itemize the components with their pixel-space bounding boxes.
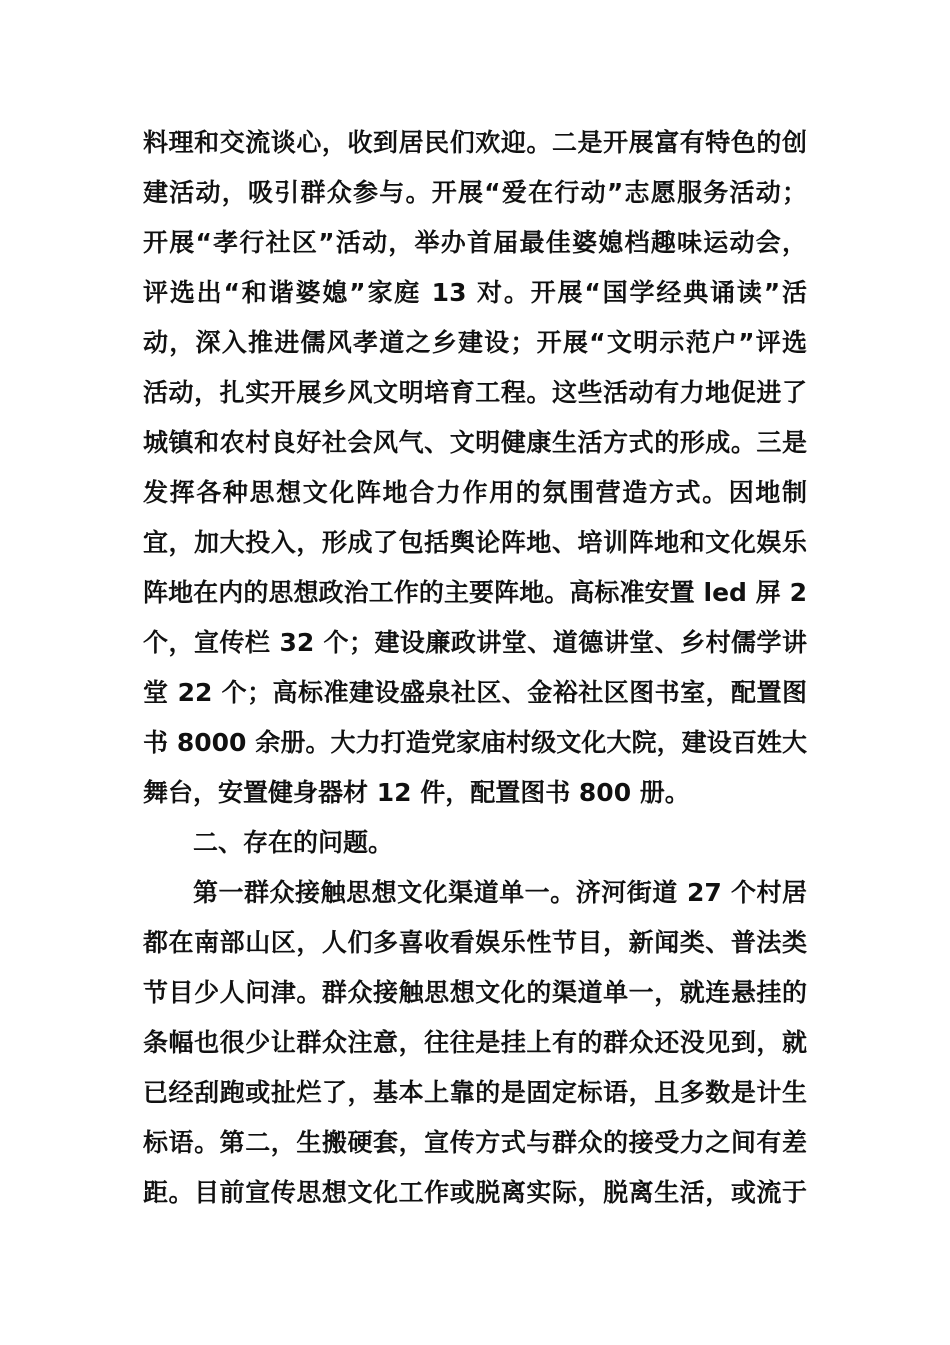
paragraph-first-line: 第一群众接触思想文化渠道单一。济河街道 27 个村居 [193, 878, 807, 907]
text-line: 建活动，吸引群众参与。开展“爱在行动”志愿服务活动； [143, 178, 807, 207]
text-line: 节目少人问津。群众接触思想文化的渠道单一，就连悬挂的 [143, 978, 807, 1007]
text-line: 堂 22 个；高标准建设盛泉社区、金裕社区图书室，配置图 [143, 678, 807, 707]
text-line: 开展“孝行社区”活动，举办首届最佳婆媳档趣味运动会， [143, 228, 807, 257]
text-line: 个，宣传栏 32 个；建设廉政讲堂、道德讲堂、乡村儒学讲 [143, 628, 807, 657]
text-line: 条幅也很少让群众注意，往往是挂上有的群众还没见到，就 [143, 1028, 807, 1057]
text-line: 活动，扎实开展乡风文明培育工程。这些活动有力地促进了 [143, 378, 807, 407]
text-line: 阵地在内的思想政治工作的主要阵地。高标准安置 led 屏 2 [143, 578, 807, 607]
document-body [143, 118, 807, 1218]
text-line: 标语。第二，生搬硬套，宣传方式与群众的接受力之间有差 [143, 1128, 807, 1157]
text-line: 已经刮跑或扯烂了，基本上靠的是固定标语，且多数是计生 [143, 1078, 807, 1107]
text-line: 宜，加大投入，形成了包括舆论阵地、培训阵地和文化娱乐 [143, 528, 807, 557]
text-line: 城镇和农村良好社会风气、文明健康生活方式的形成。三是 [143, 428, 807, 457]
text-line: 距。目前宣传思想文化工作或脱离实际，脱离生活，或流于 [143, 1178, 807, 1207]
text-line: 评选出“和谐婆媳”家庭 13 对。开展“国学经典诵读”活 [143, 278, 807, 307]
text-line: 舞台，安置健身器材 12 件，配置图书 800 册。 [143, 778, 690, 807]
text-line: 都在南部山区，人们多喜收看娱乐性节目，新闻类、普法类 [143, 928, 807, 957]
text-line: 料理和交流谈心，收到居民们欢迎。二是开展富有特色的创 [143, 128, 807, 157]
section-heading: 二、存在的问题。 [193, 828, 394, 857]
text-line: 书 8000 余册。大力打造党家庙村级文化大院，建设百姓大 [143, 728, 807, 757]
text-line: 动，深入推进儒风孝道之乡建设；开展“文明示范户”评选 [143, 328, 807, 357]
text-line: 发挥各种思想文化阵地合力作用的氛围营造方式。因地制 [143, 478, 807, 507]
